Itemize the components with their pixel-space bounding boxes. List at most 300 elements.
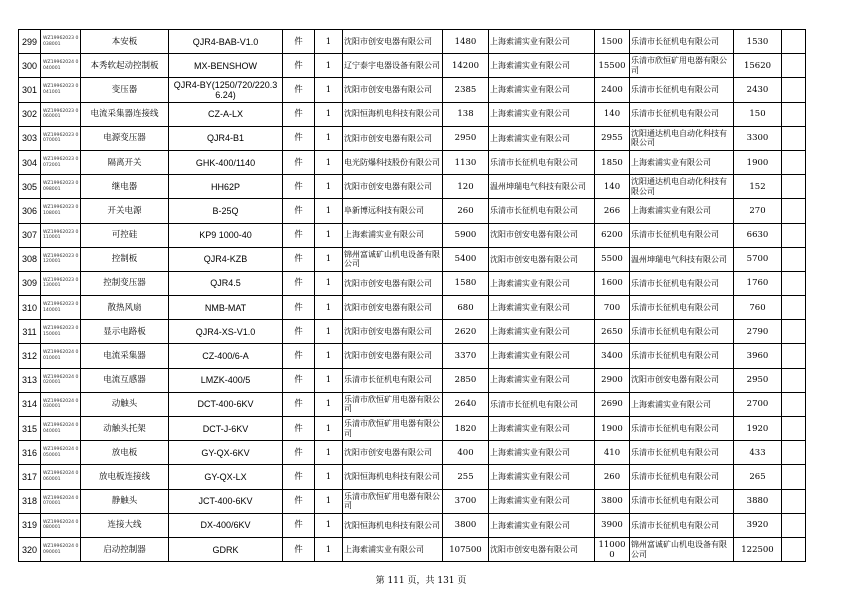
material-code-cell: WZ19962023 0072001 (41, 150, 81, 174)
material-name-cell: 本秀软起动控制板 (81, 54, 169, 78)
price-2-cell: 2690 (595, 392, 630, 416)
material-code-cell: WZ19962023 0120001 (41, 247, 81, 271)
blank-cell (782, 199, 806, 223)
price-3-cell: 1530 (734, 30, 782, 54)
material-code-cell: WZ19962024 0030001 (41, 392, 81, 416)
quantity-cell: 1 (315, 513, 343, 537)
table-row (19, 247, 806, 271)
supplier-3-cell: 乐清市长征机电有限公司 (630, 344, 734, 368)
quantity-cell: 1 (315, 537, 343, 561)
price-3-cell: 3300 (734, 126, 782, 150)
table-row (19, 513, 806, 537)
material-name-cell: 显示电路板 (81, 320, 169, 344)
material-name-cell: 放电板连接线 (81, 465, 169, 489)
supplier-1-cell: 乐清市长征机电有限公司 (343, 368, 443, 392)
supplier-3-cell: 乐清市长征机电有限公司 (630, 513, 734, 537)
quantity-cell: 1 (315, 199, 343, 223)
material-code-cell: WZ19962024 0020001 (41, 368, 81, 392)
supplier-3-cell: 乐清市长征机电有限公司 (630, 271, 734, 295)
price-1-cell: 2950 (443, 126, 489, 150)
price-2-cell: 6200 (595, 223, 630, 247)
price-1-cell: 120 (443, 175, 489, 199)
unit-cell: 件 (283, 513, 315, 537)
price-1-cell: 1580 (443, 271, 489, 295)
price-2-cell: 266 (595, 199, 630, 223)
row-index-cell: 320 (19, 537, 41, 561)
price-1-cell: 14200 (443, 54, 489, 78)
supplier-1-cell: 沈阳市创安电器有限公司 (343, 320, 443, 344)
supplier-1-cell: 沈阳市创安电器有限公司 (343, 344, 443, 368)
supplier-2-cell: 上海索浦实业有限公司 (489, 465, 595, 489)
unit-cell: 件 (283, 271, 315, 295)
supplier-1-cell: 电光防爆科技股份有限公司 (343, 150, 443, 174)
unit-cell: 件 (283, 392, 315, 416)
blank-cell (782, 513, 806, 537)
model-spec-cell: GDRK (169, 537, 283, 561)
blank-cell (782, 223, 806, 247)
quantity-cell: 1 (315, 296, 343, 320)
price-3-cell: 265 (734, 465, 782, 489)
material-code-cell: WZ19962024 0080001 (41, 513, 81, 537)
row-index-cell: 305 (19, 175, 41, 199)
supplier-2-cell: 乐清市长征机电有限公司 (489, 199, 595, 223)
material-name-cell: 散热风扇 (81, 296, 169, 320)
supplier-2-cell: 上海索浦实业有限公司 (489, 30, 595, 54)
model-spec-cell: HH62P (169, 175, 283, 199)
material-name-cell: 控制变压器 (81, 271, 169, 295)
model-spec-cell: MX-BENSHOW (169, 54, 283, 78)
material-code-cell: WZ19962023 0140001 (41, 296, 81, 320)
price-1-cell: 400 (443, 441, 489, 465)
row-index-cell: 299 (19, 30, 41, 54)
price-2-cell: 1500 (595, 30, 630, 54)
unit-cell: 件 (283, 465, 315, 489)
supplier-2-cell: 沈阳市创安电器有限公司 (489, 223, 595, 247)
supplier-3-cell: 锦州富诚矿山机电设备有限公司 (630, 537, 734, 561)
supplier-1-cell: 沈阳恒海机电科技有限公司 (343, 102, 443, 126)
unit-cell: 件 (283, 368, 315, 392)
price-1-cell: 1480 (443, 30, 489, 54)
unit-cell: 件 (283, 54, 315, 78)
price-3-cell: 2700 (734, 392, 782, 416)
quantity-cell: 1 (315, 78, 343, 102)
supplier-3-cell: 乐清市长征机电有限公司 (630, 30, 734, 54)
unit-cell: 件 (283, 78, 315, 102)
supplier-1-cell: 乐清市欣恒矿用电器有限公司 (343, 417, 443, 441)
table-row (19, 175, 806, 199)
table-row (19, 489, 806, 513)
model-spec-cell: QJR4-BY(1250/720/220.36.24) (169, 78, 283, 102)
supplier-3-cell: 乐清市欣恒矿用电器有限公司 (630, 54, 734, 78)
material-code-cell: WZ19962023 0150001 (41, 320, 81, 344)
price-2-cell: 3400 (595, 344, 630, 368)
material-name-cell: 连接大线 (81, 513, 169, 537)
model-spec-cell: QJR4-BAB-V1.0 (169, 30, 283, 54)
material-name-cell: 隔离开关 (81, 150, 169, 174)
quantity-cell: 1 (315, 150, 343, 174)
material-name-cell: 电流采集器 (81, 344, 169, 368)
material-name-cell: 放电板 (81, 441, 169, 465)
price-2-cell: 15500 (595, 54, 630, 78)
supplier-2-cell: 乐清市长征机电有限公司 (489, 150, 595, 174)
price-2-cell: 1600 (595, 271, 630, 295)
model-spec-cell: GY-QX-LX (169, 465, 283, 489)
price-3-cell: 3880 (734, 489, 782, 513)
supplier-3-cell: 乐清市长征机电有限公司 (630, 296, 734, 320)
quantity-cell: 1 (315, 271, 343, 295)
supplier-3-cell: 沈阳通达机电自动化科技有限公司 (630, 126, 734, 150)
supplier-3-cell: 乐清市长征机电有限公司 (630, 102, 734, 126)
unit-cell: 件 (283, 296, 315, 320)
supplier-2-cell: 上海索浦实业有限公司 (489, 513, 595, 537)
supplier-1-cell: 辽宁泰宇电器设备有限公司 (343, 54, 443, 78)
blank-cell (782, 247, 806, 271)
model-spec-cell: DCT-J-6KV (169, 417, 283, 441)
supplier-1-cell: 上海索浦实业有限公司 (343, 537, 443, 561)
blank-cell (782, 30, 806, 54)
supplier-2-cell: 上海索浦实业有限公司 (489, 417, 595, 441)
unit-cell: 件 (283, 537, 315, 561)
model-spec-cell: DX-400/6KV (169, 513, 283, 537)
supplier-3-cell: 乐清市长征机电有限公司 (630, 223, 734, 247)
price-3-cell: 5700 (734, 247, 782, 271)
blank-cell (782, 150, 806, 174)
blank-cell (782, 271, 806, 295)
material-code-cell: WZ19962024 0090001 (41, 537, 81, 561)
blank-cell (782, 489, 806, 513)
blank-cell (782, 465, 806, 489)
model-spec-cell: GHK-400/1140 (169, 150, 283, 174)
table-row (19, 344, 806, 368)
table-row (19, 417, 806, 441)
price-1-cell: 5900 (443, 223, 489, 247)
price-2-cell: 700 (595, 296, 630, 320)
price-1-cell: 5400 (443, 247, 489, 271)
supplier-3-cell: 上海索浦实业有限公司 (630, 392, 734, 416)
supplier-3-cell: 沈阳市创安电器有限公司 (630, 368, 734, 392)
price-3-cell: 3920 (734, 513, 782, 537)
model-spec-cell: QJR4-B1 (169, 126, 283, 150)
supplier-2-cell: 沈阳市创安电器有限公司 (489, 537, 595, 561)
quantity-cell: 1 (315, 465, 343, 489)
model-spec-cell: CZ-A-LX (169, 102, 283, 126)
quantity-cell: 1 (315, 417, 343, 441)
unit-cell: 件 (283, 175, 315, 199)
row-index-cell: 302 (19, 102, 41, 126)
blank-cell (782, 441, 806, 465)
supplier-1-cell: 沈阳市创安电器有限公司 (343, 30, 443, 54)
blank-cell (782, 344, 806, 368)
unit-cell: 件 (283, 126, 315, 150)
material-name-cell: 开关电源 (81, 199, 169, 223)
supplier-2-cell: 上海索浦实业有限公司 (489, 296, 595, 320)
supplier-3-cell: 乐清市长征机电有限公司 (630, 417, 734, 441)
table-row (19, 199, 806, 223)
row-index-cell: 304 (19, 150, 41, 174)
material-code-cell: WZ19962023 0041001 (41, 78, 81, 102)
price-3-cell: 2790 (734, 320, 782, 344)
supplier-2-cell: 上海索浦实业有限公司 (489, 489, 595, 513)
supplier-3-cell: 温州坤瑞电气科技有限公司 (630, 247, 734, 271)
supplier-1-cell: 沈阳市创安电器有限公司 (343, 175, 443, 199)
blank-cell (782, 392, 806, 416)
price-1-cell: 3700 (443, 489, 489, 513)
unit-cell: 件 (283, 150, 315, 174)
table-row (19, 78, 806, 102)
supplier-1-cell: 沈阳市创安电器有限公司 (343, 78, 443, 102)
supplier-2-cell: 上海索浦实业有限公司 (489, 271, 595, 295)
price-2-cell: 2900 (595, 368, 630, 392)
material-name-cell: 启动控制器 (81, 537, 169, 561)
quantity-cell: 1 (315, 223, 343, 247)
row-index-cell: 319 (19, 513, 41, 537)
row-index-cell: 317 (19, 465, 41, 489)
material-code-cell: WZ19962023 0130001 (41, 271, 81, 295)
price-2-cell: 140 (595, 102, 630, 126)
price-2-cell: 3900 (595, 513, 630, 537)
supplier-3-cell: 上海索浦实业有限公司 (630, 199, 734, 223)
blank-cell (782, 320, 806, 344)
quantity-cell: 1 (315, 54, 343, 78)
table-row (19, 320, 806, 344)
material-name-cell: 本安板 (81, 30, 169, 54)
row-index-cell: 311 (19, 320, 41, 344)
table-row (19, 54, 806, 78)
model-spec-cell: JCT-400-6KV (169, 489, 283, 513)
row-index-cell: 300 (19, 54, 41, 78)
price-2-cell: 1850 (595, 150, 630, 174)
row-index-cell: 308 (19, 247, 41, 271)
supplier-3-cell: 乐清市长征机电有限公司 (630, 78, 734, 102)
material-code-cell: WZ19962024 0040001 (41, 54, 81, 78)
material-code-cell: WZ19962024 0060001 (41, 465, 81, 489)
supplier-2-cell: 上海索浦实业有限公司 (489, 441, 595, 465)
model-spec-cell: QJR4-XS-V1.0 (169, 320, 283, 344)
page-footer: 第 111 页，共 131 页 (375, 576, 467, 586)
row-index-cell: 303 (19, 126, 41, 150)
price-1-cell: 3370 (443, 344, 489, 368)
supplier-1-cell: 沈阳市创安电器有限公司 (343, 271, 443, 295)
price-3-cell: 2430 (734, 78, 782, 102)
supplier-3-cell: 乐清市长征机电有限公司 (630, 441, 734, 465)
material-code-cell: WZ19962023 0060001 (41, 102, 81, 126)
row-index-cell: 313 (19, 368, 41, 392)
price-2-cell: 2955 (595, 126, 630, 150)
material-code-cell: WZ19962023 0110001 (41, 223, 81, 247)
table-row (19, 126, 806, 150)
unit-cell: 件 (283, 489, 315, 513)
unit-cell: 件 (283, 417, 315, 441)
table-row (19, 368, 806, 392)
price-2-cell: 260 (595, 465, 630, 489)
material-name-cell: 控制板 (81, 247, 169, 271)
blank-cell (782, 368, 806, 392)
price-3-cell: 1900 (734, 150, 782, 174)
row-index-cell: 306 (19, 199, 41, 223)
blank-cell (782, 54, 806, 78)
supplier-1-cell: 沈阳市创安电器有限公司 (343, 296, 443, 320)
price-1-cell: 107500 (443, 537, 489, 561)
table-row (19, 223, 806, 247)
supplier-2-cell: 上海索浦实业有限公司 (489, 320, 595, 344)
table-row (19, 296, 806, 320)
supplier-2-cell: 乐清市长征机电有限公司 (489, 392, 595, 416)
row-index-cell: 310 (19, 296, 41, 320)
model-spec-cell: CZ-400/6-A (169, 344, 283, 368)
table-row (19, 30, 806, 54)
row-index-cell: 312 (19, 344, 41, 368)
material-name-cell: 动触头 (81, 392, 169, 416)
blank-cell (782, 126, 806, 150)
material-code-cell: WZ19962023 0098001 (41, 175, 81, 199)
price-2-cell: 110000 (595, 537, 630, 561)
row-index-cell: 301 (19, 78, 41, 102)
supplier-2-cell: 上海索浦实业有限公司 (489, 78, 595, 102)
quantity-cell: 1 (315, 344, 343, 368)
material-code-cell: WZ19962024 0040001 (41, 417, 81, 441)
blank-cell (782, 175, 806, 199)
unit-cell: 件 (283, 320, 315, 344)
model-spec-cell: DCT-400-6KV (169, 392, 283, 416)
row-index-cell: 316 (19, 441, 41, 465)
row-index-cell: 314 (19, 392, 41, 416)
quantity-cell: 1 (315, 30, 343, 54)
supplier-1-cell: 乐清市欣恒矿用电器有限公司 (343, 489, 443, 513)
quantity-cell: 1 (315, 489, 343, 513)
supplier-1-cell: 沈阳市创安电器有限公司 (343, 441, 443, 465)
price-3-cell: 1920 (734, 417, 782, 441)
supplier-2-cell: 上海索浦实业有限公司 (489, 344, 595, 368)
supplier-2-cell: 沈阳市创安电器有限公司 (489, 247, 595, 271)
price-3-cell: 15620 (734, 54, 782, 78)
supplier-1-cell: 上海索浦实业有限公司 (343, 223, 443, 247)
material-code-cell: WZ19962024 0050001 (41, 441, 81, 465)
price-3-cell: 6630 (734, 223, 782, 247)
model-spec-cell: QJR4.5 (169, 271, 283, 295)
price-comparison-table (18, 29, 806, 562)
quantity-cell: 1 (315, 175, 343, 199)
blank-cell (782, 102, 806, 126)
supplier-1-cell: 沈阳恒海机电科技有限公司 (343, 465, 443, 489)
price-1-cell: 2385 (443, 78, 489, 102)
quantity-cell: 1 (315, 368, 343, 392)
price-1-cell: 2850 (443, 368, 489, 392)
material-code-cell: WZ19962023 0070001 (41, 126, 81, 150)
material-code-cell: WZ19962023 0038001 (41, 30, 81, 54)
table-row (19, 271, 806, 295)
supplier-2-cell: 上海索浦实业有限公司 (489, 54, 595, 78)
quantity-cell: 1 (315, 441, 343, 465)
unit-cell: 件 (283, 199, 315, 223)
material-name-cell: 可控硅 (81, 223, 169, 247)
price-3-cell: 122500 (734, 537, 782, 561)
price-3-cell: 1760 (734, 271, 782, 295)
price-2-cell: 2650 (595, 320, 630, 344)
price-1-cell: 138 (443, 102, 489, 126)
blank-cell (782, 296, 806, 320)
quantity-cell: 1 (315, 247, 343, 271)
material-code-cell: WZ19962024 0070001 (41, 489, 81, 513)
supplier-1-cell: 沈阳恒海机电科技有限公司 (343, 513, 443, 537)
supplier-3-cell: 乐清市长征机电有限公司 (630, 465, 734, 489)
price-3-cell: 760 (734, 296, 782, 320)
price-3-cell: 2950 (734, 368, 782, 392)
material-name-cell: 电源变压器 (81, 126, 169, 150)
row-index-cell: 309 (19, 271, 41, 295)
supplier-1-cell: 锦州富诚矿山机电设备有限公司 (343, 247, 443, 271)
price-2-cell: 140 (595, 175, 630, 199)
supplier-3-cell: 上海索浦实业有限公司 (630, 150, 734, 174)
table-row (19, 465, 806, 489)
blank-cell (782, 417, 806, 441)
material-name-cell: 继电器 (81, 175, 169, 199)
material-name-cell: 变压器 (81, 78, 169, 102)
unit-cell: 件 (283, 441, 315, 465)
material-code-cell: WZ19962023 0108001 (41, 199, 81, 223)
price-3-cell: 433 (734, 441, 782, 465)
material-name-cell: 电流采集器连接线 (81, 102, 169, 126)
supplier-3-cell: 乐清市长征机电有限公司 (630, 320, 734, 344)
unit-cell: 件 (283, 102, 315, 126)
price-3-cell: 150 (734, 102, 782, 126)
quantity-cell: 1 (315, 320, 343, 344)
model-spec-cell: GY-QX-6KV (169, 441, 283, 465)
price-2-cell: 1900 (595, 417, 630, 441)
price-1-cell: 2620 (443, 320, 489, 344)
supplier-2-cell: 上海索浦实业有限公司 (489, 102, 595, 126)
quantity-cell: 1 (315, 392, 343, 416)
material-name-cell: 动触头托架 (81, 417, 169, 441)
price-1-cell: 680 (443, 296, 489, 320)
model-spec-cell: KP9 1000-40 (169, 223, 283, 247)
table-row (19, 441, 806, 465)
model-spec-cell: B-25Q (169, 199, 283, 223)
price-3-cell: 3960 (734, 344, 782, 368)
table-row (19, 102, 806, 126)
supplier-3-cell: 乐清市长征机电有限公司 (630, 489, 734, 513)
model-spec-cell: NMB-MAT (169, 296, 283, 320)
price-3-cell: 270 (734, 199, 782, 223)
quantity-cell: 1 (315, 126, 343, 150)
quantity-cell: 1 (315, 102, 343, 126)
unit-cell: 件 (283, 30, 315, 54)
row-index-cell: 315 (19, 417, 41, 441)
price-2-cell: 410 (595, 441, 630, 465)
price-1-cell: 1130 (443, 150, 489, 174)
price-1-cell: 2640 (443, 392, 489, 416)
supplier-3-cell: 沈阳通达机电自动化科技有限公司 (630, 175, 734, 199)
material-name-cell: 电流互感器 (81, 368, 169, 392)
supplier-1-cell: 乐清市欣恒矿用电器有限公司 (343, 392, 443, 416)
price-2-cell: 3800 (595, 489, 630, 513)
price-3-cell: 152 (734, 175, 782, 199)
supplier-1-cell: 阜新博远科技有限公司 (343, 199, 443, 223)
table-row (19, 537, 806, 561)
supplier-2-cell: 上海索浦实业有限公司 (489, 126, 595, 150)
unit-cell: 件 (283, 344, 315, 368)
supplier-2-cell: 上海索浦实业有限公司 (489, 368, 595, 392)
blank-cell (782, 537, 806, 561)
unit-cell: 件 (283, 247, 315, 271)
supplier-1-cell: 沈阳市创安电器有限公司 (343, 126, 443, 150)
price-1-cell: 3800 (443, 513, 489, 537)
row-index-cell: 318 (19, 489, 41, 513)
material-name-cell: 静触头 (81, 489, 169, 513)
price-1-cell: 260 (443, 199, 489, 223)
model-spec-cell: LMZK-400/5 (169, 368, 283, 392)
row-index-cell: 307 (19, 223, 41, 247)
model-spec-cell: QJR4-KZB (169, 247, 283, 271)
